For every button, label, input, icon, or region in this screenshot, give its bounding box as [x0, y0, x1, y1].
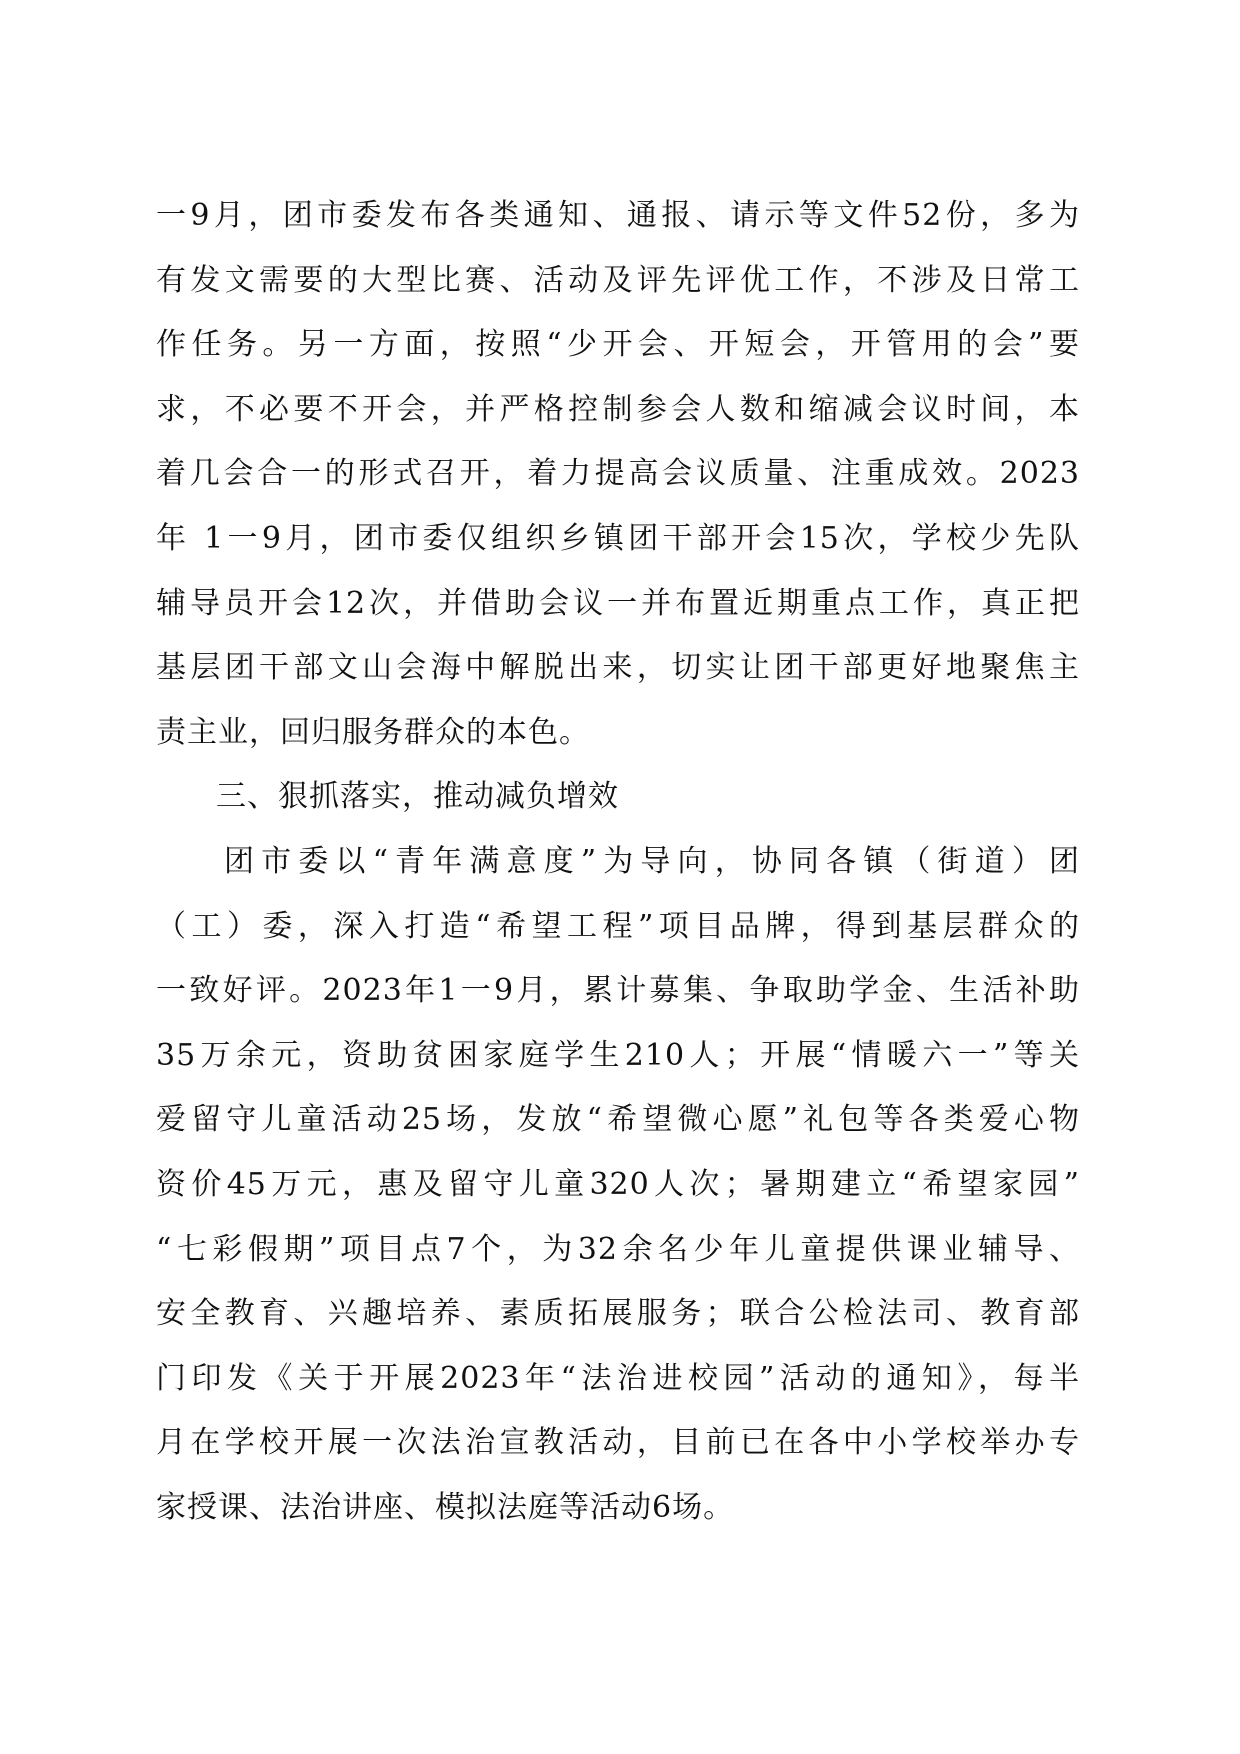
paragraph-line: 责主业，回归服务群众的本色。: [156, 714, 590, 750]
paragraph-1: [156, 184, 1080, 765]
paragraph-line: 辅导员开会12次，并借助会议一并布置近期重点工作，真正把: [156, 585, 1080, 621]
paragraph-line: 一9月，团市委发布各类通知、通报、请示等文件52份，多为: [156, 198, 1080, 233]
paragraph-line: 家授课、法治讲座、模拟法庭等活动6场。: [156, 1489, 735, 1525]
paragraph-line: 作任务。另一方面，按照“少开会、开短会，开管用的会”要: [156, 327, 1080, 363]
paragraph-line: 35万余元，资助贫困家庭学生210人；开展“情暖六一”等关: [156, 1037, 1080, 1073]
paragraph-line: 爱留守儿童活动25场，发放“希望微心愿”礼包等各类爱心物: [156, 1102, 1080, 1138]
section-heading: 三、狠抓落实，推动减负增效: [216, 779, 619, 815]
paragraph-line: 团市委以“青年满意度”为导向，协同各镇（街道）团: [224, 843, 1080, 879]
paragraph-2: [156, 830, 1080, 1541]
paragraph-line: 门印发《关于开展2023年“法治进校园”活动的通知》，每半: [156, 1360, 1080, 1396]
paragraph-line: 着几会合一的形式召开，着力提高会议质量、注重成效。2023: [156, 456, 1080, 492]
paragraph-line: 资价45万元，惠及留守儿童320人次；暑期建立“希望家园”: [156, 1166, 1080, 1202]
paragraph-line: 年 1一9月，团市委仅组织乡镇团干部开会15次，学校少先队: [156, 520, 1080, 556]
paragraph-line: （工）委，深入打造“希望工程”项目品牌，得到基层群众的: [156, 908, 1080, 944]
paragraph-line: 求，不必要不开会，并严格控制参会人数和缩减会议时间，本: [156, 391, 1080, 427]
paragraph-line: 有发文需要的大型比赛、活动及评先评优工作，不涉及日常工: [156, 262, 1080, 298]
paragraph-line: 月在学校开展一次法治宣教活动，目前已在各中小学校举办专: [156, 1425, 1080, 1461]
paragraph-line: “七彩假期”项目点7个，为32余名少年儿童提供课业辅导、: [156, 1231, 1080, 1267]
paragraph-line: 一致好评。2023年1一9月，累计募集、争取助学金、生活补助: [156, 973, 1080, 1009]
paragraph-line: 基层团干部文山会海中解脱出来，切实让团干部更好地聚焦主: [156, 650, 1080, 686]
paragraph-line: 安全教育、兴趣培养、素质拓展服务；联合公检法司、教育部: [156, 1296, 1080, 1332]
document-body: [156, 184, 1080, 1540]
